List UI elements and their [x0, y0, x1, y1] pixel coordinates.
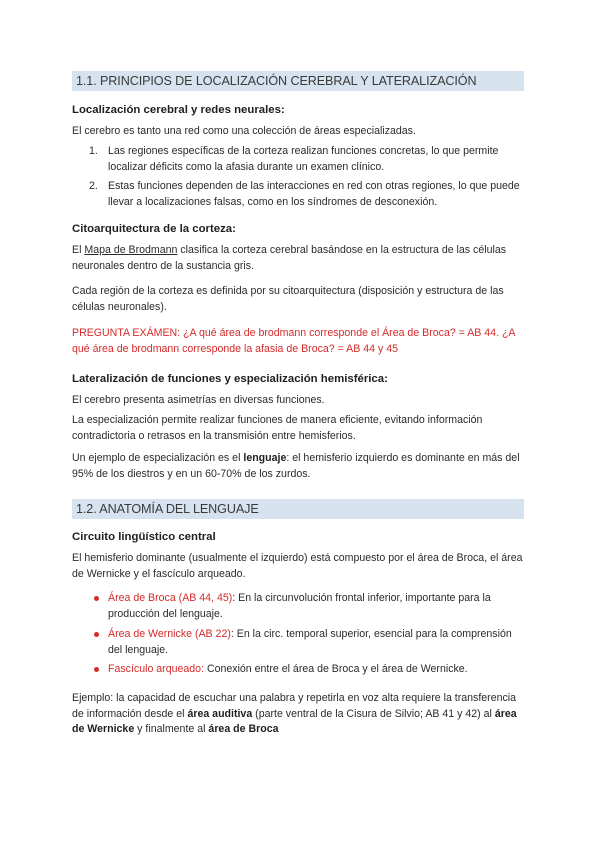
bullet-icon [94, 632, 99, 637]
lat-paragraph-3 [72, 451, 528, 482]
list-item-desc: Conexión entre el área de Broca y el área de Wernicke. [204, 663, 468, 675]
example-pre: Ejemplo: la capacidad de escuchar una palabra y repetirla en voz alta requiere la transferencia de información desde el [72, 692, 517, 720]
list-item-text [108, 591, 524, 622]
list-item-text [108, 627, 524, 658]
lat-p3-bold: lenguaje [243, 452, 287, 464]
lat-paragraph-2: La especialización permite realizar funciones de manera eficiente, evitando información contradictoria o retrasos en la transmisión entre hemisferios. [72, 414, 483, 442]
brodmann-map-link[interactable]: Mapa de Brodmann [84, 244, 178, 256]
heading-citoarquitectura: Citoarquitectura de la corteza: [72, 223, 236, 235]
example-bold-1: área auditiva [187, 707, 253, 720]
list-item-desc: : En la circunvolución frontal inferior, importante para la producción del lenguaje. [108, 592, 491, 620]
section-title-1-2: 1.2. ANATOMÍA DEL LENGUAJE [72, 499, 524, 519]
lat-p3-post: : el hemisferio izquierdo es dominante en más del 95% de los diestros y en un 60-70% de los zurdos. [72, 452, 520, 480]
cito-p1-post: clasifica la corteza cerebral basándose en la estructura de las células neuronales dentro de la sustancia gris. [72, 244, 507, 272]
circ-intro: El hemisferio dominante (usualmente el izquierdo) está compuesto por el área de Broca, el área de Wernicke y el fascículo arqueado. [72, 552, 523, 580]
list-item-label: Área de Broca (AB 44, 45) [108, 592, 233, 604]
example-mid: (parte ventral de la Cisura de Silvio; AB 41 y 42) al [252, 707, 495, 720]
cito-paragraph-1 [72, 243, 528, 274]
circ-example [72, 691, 528, 738]
list-item-text: Estas funciones dependen de las interacciones en red con otras regiones, lo que puede llevar a localizaciones falsas, como en los síndromes de desconexión. [108, 180, 520, 208]
example-bold-3: área de Broca [208, 723, 279, 735]
list-number: 2. [89, 180, 98, 192]
section-title-1-1: 1.1. PRINCIPIOS DE LOCALIZACIÓN CEREBRAL Y LATERALIZACIÓN [72, 71, 524, 91]
exam-question: PREGUNTA EXÁMEN: ¿A qué área de brodmann corresponde el Área de Broca? = AB 44. ¿A qué área de brodmann corresponde la afasia de Broca? = AB 44 y 45 [72, 327, 515, 355]
lat-paragraph-1: El cerebro presenta asimetrías en diversas funciones. [72, 394, 325, 406]
list-item-text: Las regiones específicas de la corteza realizan funciones concretas, lo que permite localizar déficits como la afasia durante un examen clínico. [108, 145, 499, 173]
lat-p3-pre: Un ejemplo de especialización es el [72, 452, 244, 464]
loc-intro: El cerebro es tanto una red como una colección de áreas especializadas. [72, 125, 416, 137]
cito-p1-pre: El [72, 244, 85, 256]
list-number: 1. [89, 145, 98, 157]
heading-circuito: Circuito lingüístico central [72, 531, 216, 543]
example-mid-2: y finalmente al [134, 723, 209, 735]
list-item-label: Área de Wernicke (AB 22) [108, 628, 231, 640]
list-item-desc: : En la circ. temporal superior, esencial para la comprensión del lenguaje. [108, 628, 512, 656]
example-bold-2: área de Wernicke [72, 707, 517, 735]
list-item-text [108, 662, 524, 678]
cito-paragraph-2: Cada región de la corteza es definida por su citoarquitectura (disposición y estructura de las células neuronales). [72, 285, 504, 313]
heading-localizacion: Localización cerebral y redes neurales: [72, 104, 285, 116]
list-item-label: Fascículo arqueado: [108, 663, 204, 675]
bullet-icon [94, 667, 99, 672]
bullet-icon [94, 596, 99, 601]
heading-lateralizacion: Lateralización de funciones y especialización hemisférica: [72, 373, 388, 385]
